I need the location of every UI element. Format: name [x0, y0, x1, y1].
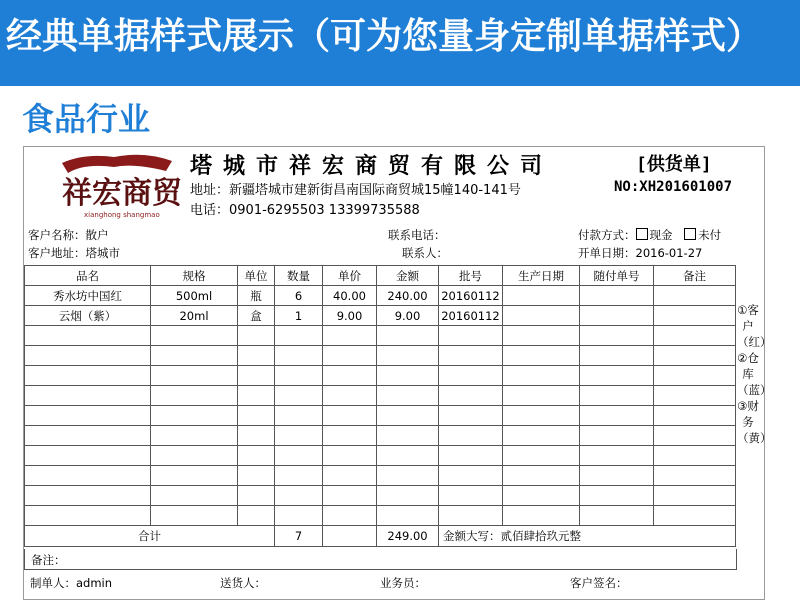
- table-cell: [580, 306, 654, 326]
- contact-person: 联系人：: [402, 246, 448, 260]
- table-cell: [323, 326, 377, 346]
- table-cell: [439, 426, 503, 446]
- table-cell: [275, 406, 323, 426]
- table-cell: [151, 346, 238, 366]
- table-cell: [323, 366, 377, 386]
- table-cell: [323, 466, 377, 486]
- table-row: [25, 506, 736, 526]
- company-logo: [54, 151, 184, 221]
- table-row: [25, 366, 736, 386]
- table-cell: [323, 426, 377, 446]
- table-cell: [503, 326, 580, 346]
- table-cell: [503, 506, 580, 526]
- table-cell: [25, 326, 151, 346]
- table-cell: 240.00: [377, 286, 439, 306]
- column-header: 批号: [439, 266, 503, 286]
- column-header: 金额: [377, 266, 439, 286]
- table-cell: [151, 506, 238, 526]
- column-header: 单位: [238, 266, 275, 286]
- table-cell: [238, 366, 275, 386]
- doc-number: NO:XH201601007: [614, 179, 733, 195]
- table-cell: [25, 386, 151, 406]
- table-cell: 6: [275, 286, 323, 306]
- table-cell: [580, 346, 654, 366]
- table-cell: [377, 466, 439, 486]
- table-cell: [25, 486, 151, 506]
- table-cell: [503, 346, 580, 366]
- table-cell: [654, 466, 736, 486]
- table-cell: [25, 426, 151, 446]
- table-cell: [503, 406, 580, 426]
- table-cell: [238, 446, 275, 466]
- table-cell: [580, 406, 654, 426]
- column-header: 备注: [654, 266, 736, 286]
- table-row: [25, 346, 736, 366]
- copy-distribution-note: ①客户（红）②仓库（蓝）③财务（黄）: [737, 303, 772, 445]
- table-cell: [238, 466, 275, 486]
- credit-label: 未付: [698, 228, 722, 242]
- table-cell: [377, 506, 439, 526]
- table-row: [25, 326, 736, 346]
- table-cell: [25, 506, 151, 526]
- table-cell: [503, 446, 580, 466]
- table-cell: [377, 346, 439, 366]
- table-cell: [439, 326, 503, 346]
- table-cell: 20160112: [439, 286, 503, 306]
- remark-row: [24, 549, 737, 570]
- table-cell: 秀水坊中国红: [25, 286, 151, 306]
- table-cell: [377, 386, 439, 406]
- table-cell: [25, 466, 151, 486]
- table-cell: [580, 366, 654, 386]
- cash-checkbox[interactable]: [636, 228, 648, 240]
- table-cell: [503, 386, 580, 406]
- customer-signature: 客户签名：: [570, 576, 628, 590]
- table-cell: [238, 426, 275, 446]
- contact-phone: 联系电话：: [388, 228, 446, 242]
- table-cell: [439, 466, 503, 486]
- table-cell: [275, 426, 323, 446]
- table-cell: [654, 446, 736, 466]
- company-name: 塔城市祥宏商贸有限公司: [190, 154, 554, 179]
- table-cell: 瓶: [238, 286, 275, 306]
- table-cell: [238, 386, 275, 406]
- table-cell: [323, 386, 377, 406]
- customer-name: 客户名称：散户: [28, 228, 109, 242]
- table-cell: [323, 486, 377, 506]
- table-cell: 500ml: [151, 286, 238, 306]
- total-amount: 249.00: [377, 526, 439, 547]
- company-address: 地址：新疆塔城市建新街昌南国际商贸城15幢140-141号: [190, 183, 521, 198]
- table-cell: [503, 466, 580, 486]
- table-cell: [25, 346, 151, 366]
- deliverer: 送货人：: [220, 576, 266, 590]
- table-cell: [654, 346, 736, 366]
- table-cell: [323, 346, 377, 366]
- column-header: 生产日期: [503, 266, 580, 286]
- table-cell: [151, 466, 238, 486]
- table-cell: [323, 506, 377, 526]
- table-header-row: [25, 266, 736, 286]
- table-cell: [238, 506, 275, 526]
- table-cell: [323, 406, 377, 426]
- table-cell: 40.00: [323, 286, 377, 306]
- table-cell: [377, 486, 439, 506]
- table-row: [25, 426, 736, 446]
- svg-text:祥宏商贸: 祥宏商贸: [62, 176, 182, 211]
- total-label: 合计: [25, 526, 275, 547]
- table-cell: [151, 406, 238, 426]
- remark-label: 备注：: [31, 553, 66, 567]
- svg-text:xianghong shangmao: xianghong shangmao: [84, 211, 160, 219]
- total-quantity: 7: [275, 526, 323, 547]
- table-cell: [654, 366, 736, 386]
- table-cell: 9.00: [323, 306, 377, 326]
- table-cell: [503, 286, 580, 306]
- table-row: [25, 466, 736, 486]
- table-cell: [25, 406, 151, 426]
- table-cell: [323, 446, 377, 466]
- banner-title: 经典单据样式展示（可为您量身定制单据样式）: [6, 16, 763, 57]
- table-cell: [275, 506, 323, 526]
- table-cell: [151, 426, 238, 446]
- table-cell: [275, 466, 323, 486]
- amount-in-words: 金额大写：贰佰肆拾玖元整: [439, 526, 736, 547]
- table-cell: [238, 406, 275, 426]
- table-cell: [275, 446, 323, 466]
- items-table: [24, 265, 736, 547]
- table-cell: [580, 426, 654, 446]
- table-cell: [654, 386, 736, 406]
- table-cell: [377, 446, 439, 466]
- table-row: [25, 306, 736, 326]
- table-cell: [654, 306, 736, 326]
- table-cell: [238, 486, 275, 506]
- table-cell: 20160112: [439, 306, 503, 326]
- table-cell: [503, 366, 580, 386]
- table-cell: [580, 386, 654, 406]
- table-row: [25, 486, 736, 506]
- table-cell: [275, 366, 323, 386]
- table-cell: [503, 426, 580, 446]
- table-cell: [377, 366, 439, 386]
- table-cell: [654, 426, 736, 446]
- maker: 制单人：admin: [30, 576, 113, 590]
- issue-date: 开单日期：2016-01-27: [578, 246, 703, 260]
- table-cell: [377, 406, 439, 426]
- table-cell: [580, 446, 654, 466]
- table-cell: [580, 506, 654, 526]
- payment-label: 付款方式：: [578, 228, 636, 242]
- table-cell: [654, 506, 736, 526]
- column-header: 品名: [25, 266, 151, 286]
- company-phone: 电话：0901-6295503 13399735588: [190, 203, 420, 218]
- table-cell: 20ml: [151, 306, 238, 326]
- table-row: [25, 286, 736, 306]
- table-cell: [275, 346, 323, 366]
- table-cell: [503, 306, 580, 326]
- table-cell: [151, 366, 238, 386]
- table-cell: [238, 346, 275, 366]
- total-row: [25, 526, 736, 547]
- table-cell: [503, 486, 580, 506]
- credit-checkbox[interactable]: [684, 228, 696, 240]
- table-cell: [654, 326, 736, 346]
- payment-method: [578, 227, 721, 243]
- table-cell: [439, 406, 503, 426]
- table-cell: [275, 326, 323, 346]
- banner: [0, 0, 800, 86]
- table-cell: [580, 326, 654, 346]
- column-header: 数量: [275, 266, 323, 286]
- table-row: [25, 406, 736, 426]
- table-cell: [151, 486, 238, 506]
- table-cell: [580, 486, 654, 506]
- table-cell: [238, 326, 275, 346]
- table-cell: [580, 466, 654, 486]
- table-cell: [439, 346, 503, 366]
- table-cell: [654, 406, 736, 426]
- table-cell: [654, 486, 736, 506]
- table-cell: [151, 326, 238, 346]
- industry-title: 食品行业: [22, 100, 151, 138]
- table-cell: [439, 366, 503, 386]
- table-cell: [151, 386, 238, 406]
- table-cell: [151, 446, 238, 466]
- table-cell: 9.00: [377, 306, 439, 326]
- table-cell: [25, 366, 151, 386]
- table-cell: [580, 286, 654, 306]
- table-cell: [439, 486, 503, 506]
- table-cell: [439, 446, 503, 466]
- table-row: [25, 446, 736, 466]
- customer-address: 客户地址：塔城市: [28, 246, 120, 260]
- table-cell: [439, 506, 503, 526]
- salesman: 业务员：: [380, 576, 426, 590]
- table-cell: [377, 326, 439, 346]
- cash-label: 现金: [649, 228, 673, 242]
- table-cell: 1: [275, 306, 323, 326]
- table-cell: [377, 426, 439, 446]
- table-cell: 云烟（紫）: [25, 306, 151, 326]
- column-header: 单价: [323, 266, 377, 286]
- column-header: 规格: [151, 266, 238, 286]
- table-cell: [654, 286, 736, 306]
- invoice-sheet: [23, 146, 772, 600]
- table-cell: [323, 526, 377, 547]
- column-header: 随付单号: [580, 266, 654, 286]
- doc-type: [供货单]: [636, 154, 712, 175]
- table-cell: [439, 386, 503, 406]
- table-cell: [275, 386, 323, 406]
- table-cell: [275, 486, 323, 506]
- table-cell: [25, 446, 151, 466]
- table-row: [25, 386, 736, 406]
- table-cell: 盒: [238, 306, 275, 326]
